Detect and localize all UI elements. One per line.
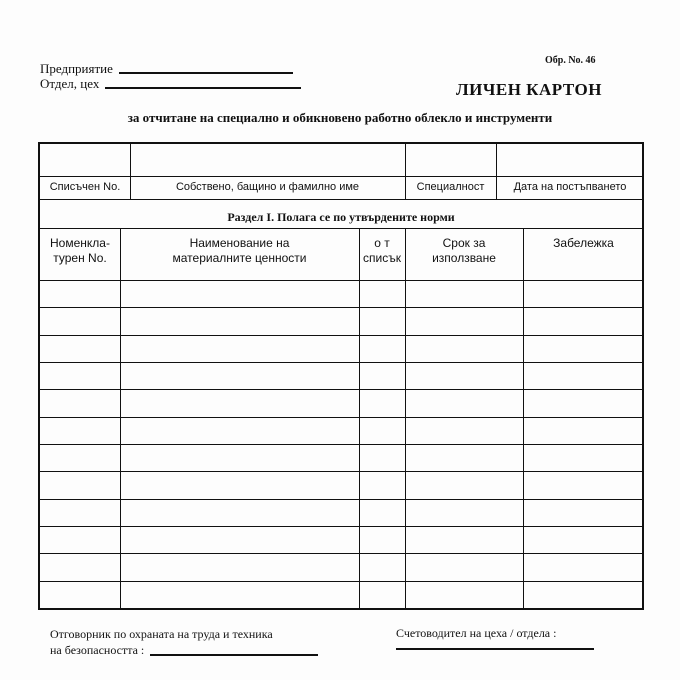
card-table	[38, 142, 644, 610]
cell-item-name[interactable]	[120, 308, 359, 335]
cell-nomenclature[interactable]	[40, 472, 120, 499]
cell-item-name[interactable]	[120, 500, 359, 527]
specialty-input[interactable]	[406, 144, 496, 176]
cell-nomenclature[interactable]	[40, 500, 120, 527]
table-row	[40, 417, 642, 445]
cell-usage-period[interactable]	[405, 527, 523, 554]
cell-notes[interactable]	[523, 308, 644, 335]
col-header-from-list: о т списък	[363, 236, 401, 265]
cell-from-list[interactable]	[359, 472, 405, 499]
table-row	[40, 553, 642, 581]
start-date-input[interactable]	[497, 144, 644, 176]
employee-number-label: Списъчен No.	[49, 181, 121, 193]
cell-from-list[interactable]	[359, 390, 405, 417]
cell-nomenclature[interactable]	[40, 390, 120, 417]
cell-notes[interactable]	[523, 554, 644, 581]
cell-nomenclature[interactable]	[40, 582, 120, 609]
cell-nomenclature[interactable]	[40, 445, 120, 472]
cell-from-list[interactable]	[359, 280, 405, 307]
ohs-officer-field	[50, 626, 318, 658]
ohs-officer-label: Отговорник по охраната на труда и техника на безопасността :	[50, 627, 273, 657]
table-row	[40, 444, 642, 472]
cell-notes[interactable]	[523, 363, 644, 390]
cell-notes[interactable]	[523, 280, 644, 307]
cell-notes[interactable]	[523, 390, 644, 417]
enterprise-fill-line[interactable]	[119, 70, 293, 74]
cell-from-list[interactable]	[359, 554, 405, 581]
enterprise-label: Предприятие	[40, 61, 113, 76]
cell-item-name[interactable]	[120, 472, 359, 499]
cell-item-name[interactable]	[120, 390, 359, 417]
table-row	[40, 362, 642, 390]
cell-usage-period[interactable]	[405, 472, 523, 499]
cell-item-name[interactable]	[120, 554, 359, 581]
cell-usage-period[interactable]	[405, 390, 523, 417]
ohs-officer-signature-line[interactable]	[150, 652, 318, 656]
enterprise-field	[40, 61, 293, 77]
section-title: Раздел I. Полага се по утвърдените норми	[227, 210, 455, 224]
accountant-label: Счетоводител на цеха / отдела :	[396, 626, 557, 640]
cell-notes[interactable]	[523, 418, 644, 445]
page-subtitle: за отчитане на специално и обикновено работно облекло и инструменти	[127, 110, 553, 125]
cell-nomenclature[interactable]	[40, 280, 120, 307]
divider	[40, 199, 642, 200]
col-header-item-name: Наименование на материалните ценности	[172, 236, 307, 265]
department-label: Отдел, цех	[40, 76, 100, 91]
cell-usage-period[interactable]	[405, 554, 523, 581]
cell-item-name[interactable]	[120, 336, 359, 363]
cell-item-name[interactable]	[120, 363, 359, 390]
table-row	[40, 499, 642, 527]
table-row	[40, 471, 642, 499]
table-row	[40, 307, 642, 335]
table-row	[40, 526, 642, 554]
cell-from-list[interactable]	[359, 308, 405, 335]
cell-notes[interactable]	[523, 582, 644, 609]
cell-from-list[interactable]	[359, 445, 405, 472]
cell-nomenclature[interactable]	[40, 527, 120, 554]
cell-nomenclature[interactable]	[40, 418, 120, 445]
department-field	[40, 76, 301, 92]
cell-usage-period[interactable]	[405, 582, 523, 609]
cell-nomenclature[interactable]	[40, 336, 120, 363]
cell-from-list[interactable]	[359, 582, 405, 609]
start-date-label: Дата на постъпването	[513, 181, 627, 193]
cell-item-name[interactable]	[120, 582, 359, 609]
col-header-usage-period: Срок за използване	[432, 236, 496, 265]
cell-usage-period[interactable]	[405, 418, 523, 445]
cell-notes[interactable]	[523, 445, 644, 472]
table-row	[40, 280, 642, 307]
cell-usage-period[interactable]	[405, 336, 523, 363]
cell-notes[interactable]	[523, 500, 644, 527]
cell-from-list[interactable]	[359, 336, 405, 363]
divider	[40, 228, 642, 229]
cell-from-list[interactable]	[359, 527, 405, 554]
table-row	[40, 335, 642, 363]
col-header-nomenclature: Номенкла- турен No.	[50, 236, 110, 265]
accountant-signature-line[interactable]	[396, 648, 594, 650]
cell-nomenclature[interactable]	[40, 554, 120, 581]
cell-notes[interactable]	[523, 472, 644, 499]
cell-usage-period[interactable]	[405, 445, 523, 472]
page-title: ЛИЧЕН КАРТОН	[456, 80, 602, 99]
cell-usage-period[interactable]	[405, 280, 523, 307]
cell-item-name[interactable]	[120, 280, 359, 307]
cell-item-name[interactable]	[120, 418, 359, 445]
cell-usage-period[interactable]	[405, 308, 523, 335]
cell-notes[interactable]	[523, 336, 644, 363]
department-fill-line[interactable]	[105, 85, 301, 89]
cell-notes[interactable]	[523, 527, 644, 554]
cell-nomenclature[interactable]	[40, 363, 120, 390]
cell-from-list[interactable]	[359, 418, 405, 445]
specialty-label: Специалност	[416, 181, 485, 193]
cell-item-name[interactable]	[120, 527, 359, 554]
table-row	[40, 581, 642, 609]
employee-name-input[interactable]	[131, 144, 405, 176]
table-row	[40, 389, 642, 417]
cell-from-list[interactable]	[359, 500, 405, 527]
cell-nomenclature[interactable]	[40, 308, 120, 335]
cell-usage-period[interactable]	[405, 363, 523, 390]
col-header-notes: Забележка	[553, 236, 614, 250]
cell-item-name[interactable]	[120, 445, 359, 472]
cell-usage-period[interactable]	[405, 500, 523, 527]
employee-number-input[interactable]	[40, 144, 130, 176]
employee-name-label: Собствено, бащино и фамилно име	[175, 181, 360, 193]
form-number: Обр. No. 46	[545, 55, 596, 66]
cell-from-list[interactable]	[359, 363, 405, 390]
